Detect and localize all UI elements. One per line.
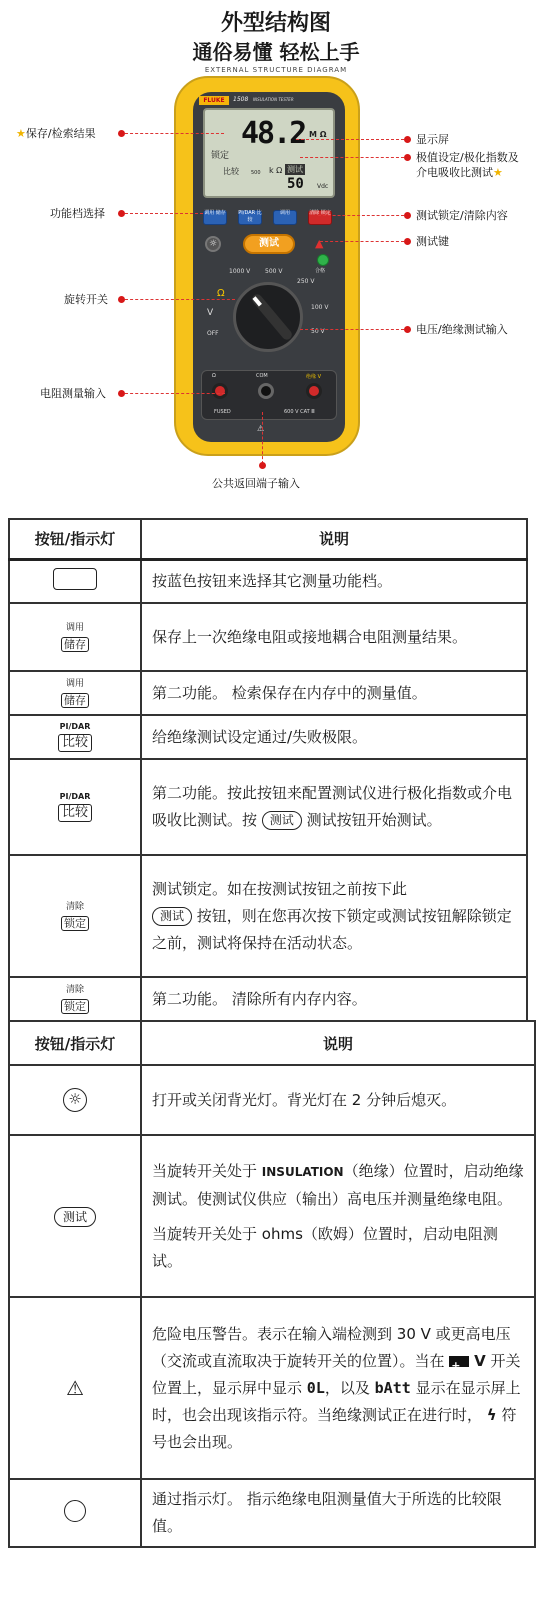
- save-key-icon: 调用 储存: [61, 623, 89, 652]
- callout-rotary-switch: 旋转开关: [64, 293, 108, 306]
- device-faceplate: [193, 92, 345, 442]
- callout-display: 显示屏: [416, 133, 449, 146]
- lcd-secondary-reading: 50: [287, 176, 304, 192]
- lcd-unit: M Ω: [309, 130, 327, 139]
- dial-label-500v: 500 V: [265, 268, 283, 275]
- device-lock-label: 清除 锁定: [309, 210, 331, 216]
- lcd-lock-indicator: 锁定: [211, 151, 230, 161]
- warning-icon: ⚠: [66, 1376, 84, 1400]
- leader-line: [125, 213, 203, 214]
- dial-label-50v: 50 V: [311, 328, 325, 335]
- lightning-bolt-icon: ϟ: [486, 1405, 497, 1424]
- callout-voltage-input: 电压/绝缘测试输入: [416, 323, 508, 336]
- row-description: 打开或关闭背光灯。背光灯在 2 分钟后熄灭。: [141, 1065, 535, 1135]
- com-input-jack[interactable]: [258, 383, 274, 399]
- lcd-test-indicator: 测试: [287, 165, 303, 174]
- jack-label-ohm: Ω: [212, 373, 216, 379]
- leader-line: [262, 412, 263, 464]
- dial-label-off: OFF: [207, 330, 219, 337]
- buttons-table-1: [8, 518, 528, 1022]
- callout-dot: [118, 210, 125, 217]
- dial-label-100v: 100 V: [311, 304, 329, 311]
- table-header-row: [9, 1021, 535, 1065]
- lcd-vdc-unit: Vdc: [317, 183, 329, 190]
- voltage-input-jack[interactable]: [306, 383, 322, 399]
- dial-label-1000v: 1000 V: [229, 268, 251, 275]
- callout-dot: [118, 296, 125, 303]
- device-caution-icon: ⚠: [257, 424, 265, 433]
- callout-com-input: 公共返回端子输入: [212, 477, 300, 490]
- table-header-row: [9, 519, 527, 559]
- star-icon: ★: [493, 166, 503, 179]
- model-name: INSULATION TESTER: [253, 97, 294, 102]
- compare-key-icon: PI/DAR 比较: [59, 792, 91, 820]
- table-row: [9, 603, 527, 671]
- table-row: [9, 759, 527, 855]
- row-description: 第二功能。按此按钮来配置测试仪进行极化指数或介电吸收比测试。按 测试 测试按钮开始测试。: [141, 759, 527, 855]
- lcd-500-label: 500: [251, 170, 261, 176]
- test-key-icon: 测试: [54, 1207, 96, 1227]
- lock-key-icon: 清除 锁定: [61, 902, 89, 931]
- dial-label-ohm: Ω: [217, 288, 225, 299]
- callout-limit-setting: 极值设定/极化指数及介电吸收比测试★: [416, 151, 519, 179]
- lcd-display: [203, 108, 335, 198]
- backlight-button[interactable]: ☼: [205, 236, 221, 252]
- table-row: [9, 977, 527, 1021]
- lcd-kohm-unit: k Ω: [269, 166, 283, 175]
- row-description: 通过指示灯。 指示绝缘电阻测量值大于所选的比较限值。: [141, 1479, 535, 1547]
- header-button: 按钮/指示灯: [9, 1021, 141, 1065]
- leader-line: [125, 393, 225, 394]
- row-description: 当旋转开关处于 INSULATION（绝缘）位置时，启动绝缘测试。使测试仪供应（输出）高电压并测量绝缘电阻。 当旋转开关处于 ohms（欧姆）位置时，启动电阻测试。: [141, 1135, 535, 1297]
- callout-test-key: 测试键: [416, 235, 449, 248]
- table-row: [9, 559, 527, 603]
- callout-save-recall: ★保存/检索结果: [16, 127, 96, 140]
- jack-label-insulation: 绝缘 V: [306, 374, 322, 380]
- callout-dot: [404, 136, 411, 143]
- jack-label-fused: FUSED: [214, 409, 231, 415]
- callout-dot: [404, 326, 411, 333]
- clear-key-icon: 清除 锁定: [61, 985, 89, 1014]
- row-description: 按蓝色按钮来选择其它测量功能档。: [141, 559, 527, 603]
- backlight-sun-icon: ☼: [63, 1088, 87, 1112]
- test-key-icon: 测试: [262, 811, 302, 830]
- dial-label-250v: 250 V: [297, 278, 315, 285]
- row-description: 第二功能。 检索保存在内存中的测量值。: [141, 671, 527, 715]
- device-save-label: 调用 储存: [204, 210, 226, 216]
- buttons-table-2: [8, 1020, 536, 1548]
- header-button: 按钮/指示灯: [9, 519, 141, 559]
- pass-circle-icon: [64, 1500, 86, 1522]
- pass-label: 合格: [315, 268, 326, 274]
- jack-label-cat: 600 V CAT Ⅲ: [284, 409, 315, 415]
- callout-function-select: 功能档选择: [50, 207, 105, 220]
- danger-warning-icon: ▲: [315, 237, 324, 250]
- leader-line: [125, 133, 224, 134]
- test-key-icon: 测试: [152, 907, 192, 926]
- blue-button-icon: [53, 568, 97, 590]
- row-description: 第二功能。 清除所有内存内容。: [141, 977, 527, 1021]
- leader-line: [300, 157, 404, 158]
- device-test-button[interactable]: 测试: [243, 234, 295, 254]
- star-icon: ★: [16, 127, 26, 140]
- ohm-input-jack[interactable]: [212, 383, 228, 399]
- input-jack-panel: [201, 370, 337, 420]
- table-row: [9, 1479, 535, 1547]
- callout-dot: [404, 212, 411, 219]
- dial-label-volt: V: [207, 308, 214, 318]
- callout-dot: [404, 238, 411, 245]
- diagram-caption: EXTERNAL STRUCTURE DIAGRAM: [204, 66, 348, 74]
- row-description: 给绝缘测试设定通过/失败极限。: [141, 715, 527, 759]
- recall-key-icon: 调用 储存: [61, 679, 89, 708]
- lcd-compare-indicator: 比较: [223, 167, 239, 176]
- battery-icon: [449, 1356, 469, 1367]
- pass-indicator-led: [317, 254, 329, 266]
- callout-test-lock: 测试锁定/清除内容: [416, 209, 508, 222]
- row-description: 保存上一次绝缘电阻或接地耦合电阻测量结果。: [141, 603, 527, 671]
- callout-dot: [404, 154, 411, 161]
- rotary-switch[interactable]: [233, 282, 303, 352]
- lcd-main-reading: 48.2: [241, 116, 306, 151]
- jack-label-com: COM: [256, 373, 268, 379]
- device-recall-label: 调用: [279, 210, 290, 216]
- table-row: [9, 1297, 535, 1479]
- leader-line: [300, 329, 404, 330]
- table-row: [9, 855, 527, 977]
- leader-line: [296, 139, 404, 140]
- brand-logo: FLUKE: [199, 96, 229, 105]
- page-subtitle: 通俗易懂 轻松上手: [192, 40, 360, 64]
- device-compare-label: PI/DAR 比较: [238, 210, 262, 223]
- callout-dot: [118, 130, 125, 137]
- table-row: [9, 671, 527, 715]
- row-description: 测试锁定。如在按测试按钮之前按下此 测试 按钮，则在您再次按下锁定或测试按钮解除锁定之前，测试将保持在活动状态。: [141, 855, 527, 977]
- leader-line: [320, 241, 404, 242]
- model-number: 1508: [233, 96, 249, 103]
- callout-dot: [259, 462, 266, 469]
- header-description: 说明: [141, 519, 527, 559]
- callout-dot: [118, 390, 125, 397]
- callout-ohm-input: 电阻测量输入: [40, 387, 106, 400]
- row-description: 危险电压警告。表示在输入端检测到 30 V 或更高电压（交流或直流取决于旋转开关的位置）。当在 + V 开关位置上，显示屏中显示 0L，以及 bAtt 显示在显示屏上时，也会出现该指示符。当绝缘测试正在进行时， ϟ 符号也会出现。: [141, 1297, 535, 1479]
- table-row: [9, 715, 527, 759]
- leader-line: [318, 215, 404, 216]
- header-description: 说明: [141, 1021, 535, 1065]
- page-title: 外型结构图: [220, 11, 331, 36]
- compare-key-icon: PI/DAR 比较: [59, 722, 91, 750]
- leader-line: [125, 299, 235, 300]
- table-row: [9, 1065, 535, 1135]
- table-row: [9, 1135, 535, 1297]
